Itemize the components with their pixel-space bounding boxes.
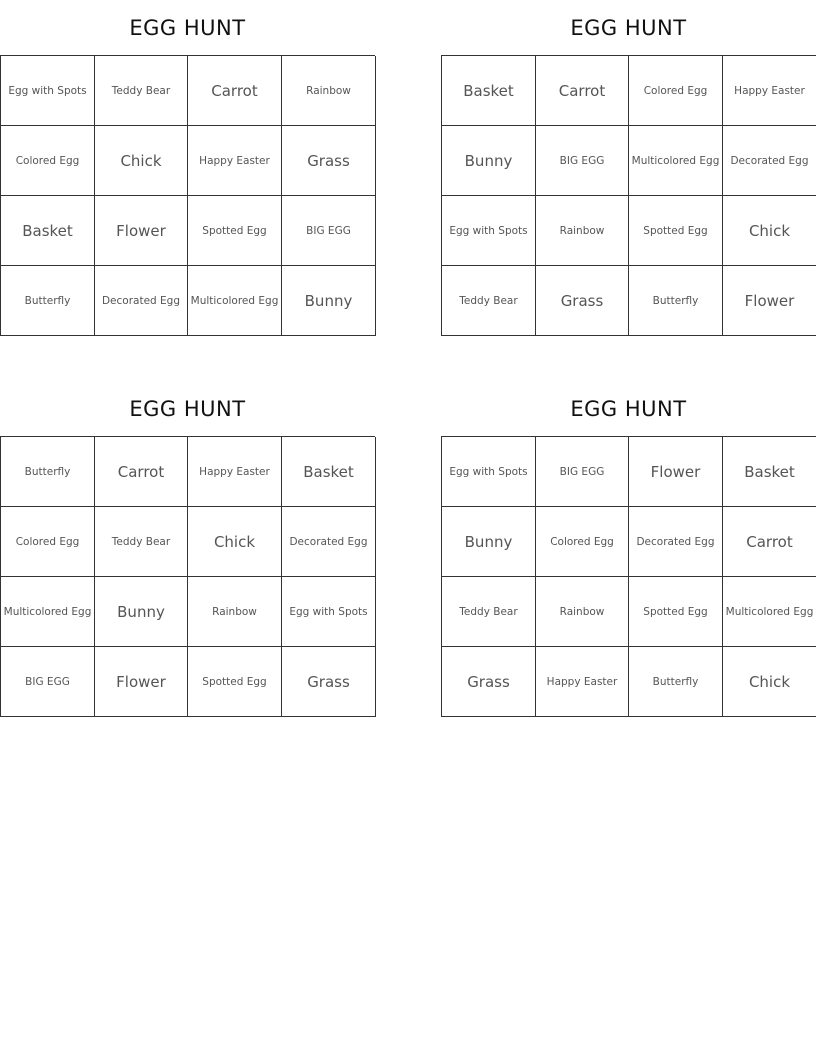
bingo-cell: Chick bbox=[188, 507, 282, 577]
bingo-cell: Carrot bbox=[188, 56, 282, 126]
bingo-cell: Teddy Bear bbox=[95, 56, 188, 126]
bingo-cell: Multicolored Egg bbox=[723, 577, 816, 647]
bingo-cell: Colored Egg bbox=[629, 56, 723, 126]
bingo-cell: Bunny bbox=[95, 577, 188, 647]
bingo-cell: Spotted Egg bbox=[629, 196, 723, 266]
bingo-grid bbox=[441, 55, 816, 336]
bingo-cell: Happy Easter bbox=[536, 647, 629, 717]
bingo-cell: Butterfly bbox=[629, 266, 723, 336]
bingo-cell: Rainbow bbox=[536, 196, 629, 266]
bingo-cell: Spotted Egg bbox=[188, 196, 282, 266]
bingo-cell: Happy Easter bbox=[188, 126, 282, 196]
bingo-cell: Carrot bbox=[95, 437, 188, 507]
bingo-cell: Rainbow bbox=[282, 56, 376, 126]
bingo-cell: Happy Easter bbox=[723, 56, 816, 126]
bingo-cell: Colored Egg bbox=[1, 126, 95, 196]
bingo-cell: Rainbow bbox=[188, 577, 282, 647]
bingo-cell: Spotted Egg bbox=[188, 647, 282, 717]
bingo-cell: Grass bbox=[442, 647, 536, 717]
bingo-cell: Carrot bbox=[723, 507, 816, 577]
card-title: EGG HUNT bbox=[129, 16, 246, 40]
bingo-card-2 bbox=[441, 0, 816, 336]
bingo-card-3 bbox=[0, 381, 375, 717]
bingo-cell: Basket bbox=[282, 437, 376, 507]
bingo-grid bbox=[0, 55, 375, 336]
bingo-cell: Chick bbox=[723, 196, 816, 266]
bingo-cell: Egg with Spots bbox=[1, 56, 95, 126]
card-title: EGG HUNT bbox=[129, 397, 246, 421]
bingo-cell: BIG EGG bbox=[536, 437, 629, 507]
bingo-cell: Egg with Spots bbox=[282, 577, 376, 647]
bingo-cell: BIG EGG bbox=[282, 196, 376, 266]
bingo-cell: Decorated Egg bbox=[629, 507, 723, 577]
bingo-cell: Carrot bbox=[536, 56, 629, 126]
bingo-cell: Teddy Bear bbox=[442, 577, 536, 647]
bingo-cell: BIG EGG bbox=[1, 647, 95, 717]
bingo-cell: Basket bbox=[723, 437, 816, 507]
bingo-cell: BIG EGG bbox=[536, 126, 629, 196]
bingo-cell: Flower bbox=[95, 647, 188, 717]
bingo-cell: Bunny bbox=[442, 126, 536, 196]
bingo-cell: Decorated Egg bbox=[723, 126, 816, 196]
bingo-cell: Egg with Spots bbox=[442, 196, 536, 266]
bingo-card-4 bbox=[441, 381, 816, 717]
bingo-cell: Multicolored Egg bbox=[1, 577, 95, 647]
bingo-cell: Basket bbox=[1, 196, 95, 266]
bingo-cell: Bunny bbox=[282, 266, 376, 336]
bingo-cell: Multicolored Egg bbox=[188, 266, 282, 336]
bingo-cell: Grass bbox=[536, 266, 629, 336]
bingo-cell: Multicolored Egg bbox=[629, 126, 723, 196]
bingo-cell: Flower bbox=[629, 437, 723, 507]
bingo-cell: Grass bbox=[282, 126, 376, 196]
bingo-grid bbox=[441, 436, 816, 717]
bingo-cell: Chick bbox=[95, 126, 188, 196]
bingo-cell: Butterfly bbox=[1, 437, 95, 507]
bingo-card-1 bbox=[0, 0, 375, 336]
bingo-cell: Happy Easter bbox=[188, 437, 282, 507]
bingo-cell: Butterfly bbox=[629, 647, 723, 717]
bingo-cell: Decorated Egg bbox=[95, 266, 188, 336]
bingo-cell: Colored Egg bbox=[536, 507, 629, 577]
card-title: EGG HUNT bbox=[570, 397, 687, 421]
bingo-cell: Butterfly bbox=[1, 266, 95, 336]
bingo-grid bbox=[0, 436, 375, 717]
bingo-cell: Teddy Bear bbox=[442, 266, 536, 336]
bingo-cell: Spotted Egg bbox=[629, 577, 723, 647]
bingo-cell: Teddy Bear bbox=[95, 507, 188, 577]
bingo-cell: Colored Egg bbox=[1, 507, 95, 577]
bingo-cell: Chick bbox=[723, 647, 816, 717]
bingo-cell: Basket bbox=[442, 56, 536, 126]
bingo-cell: Bunny bbox=[442, 507, 536, 577]
bingo-cell: Rainbow bbox=[536, 577, 629, 647]
bingo-cell: Flower bbox=[723, 266, 816, 336]
bingo-cell: Flower bbox=[95, 196, 188, 266]
bingo-cell: Decorated Egg bbox=[282, 507, 376, 577]
card-title: EGG HUNT bbox=[570, 16, 687, 40]
bingo-cell: Egg with Spots bbox=[442, 437, 536, 507]
bingo-cell: Grass bbox=[282, 647, 376, 717]
